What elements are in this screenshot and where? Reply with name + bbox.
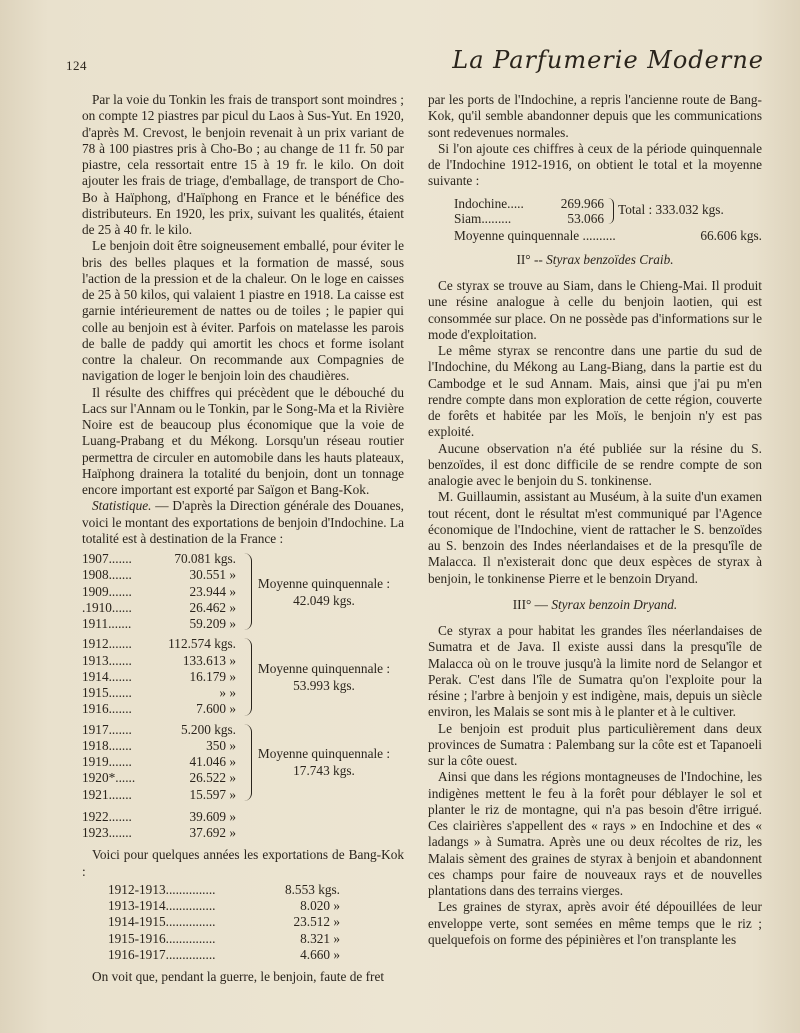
average-label: Moyenne quinquennale : xyxy=(257,660,391,676)
stat-year: 1919....... xyxy=(82,754,132,769)
heading-title: Styrax benzoin Dryand. xyxy=(551,596,678,612)
total-value: 269.966 xyxy=(560,195,604,211)
stat-row xyxy=(82,754,240,770)
bangkok-value: 8.553 kgs. xyxy=(284,881,340,897)
bangkok-table xyxy=(108,882,340,963)
paragraph: M. Guillaumin, assistant au Muséum, à la suite d'un examen tout récent, dont le résultat m'est communiqué par l'Agence économique de l'Indochine, vient de rattacher le S. benzoïdes au S. benzoin des Indes néerlandaises et de la presqu'île de Malacca. Il n'existerait donc que deux espèces de styrax à benjoin, le tonkinense Pierre et le benzoin Dryand. xyxy=(428,489,762,586)
average-value: 42.049 kgs. xyxy=(293,592,355,608)
stat-value: 15.597 » xyxy=(189,786,236,802)
stat-value: 7.600 » xyxy=(196,701,236,717)
stat-year: 1923....... xyxy=(82,825,132,840)
statistique-text: — D'après la Direction générale des Douanes, voici le montant des exportations de benjoin d'Indochine. La totalité est à destination de la France : xyxy=(82,498,404,546)
stat-row xyxy=(82,584,240,600)
total-label: Siam......... xyxy=(454,210,512,226)
average-value: 66.606 kgs. xyxy=(700,227,762,243)
stat-row xyxy=(82,685,240,701)
stat-extra-rows xyxy=(82,809,240,842)
bangkok-value: 23.512 » xyxy=(293,914,340,930)
stat-year: 1916....... xyxy=(82,701,132,717)
stat-year: .1910...... xyxy=(82,599,132,615)
average-label: Moyenne quinquennale .......... xyxy=(454,227,616,243)
stat-year: 1913....... xyxy=(82,652,132,668)
paragraph: Les graines de styrax, après avoir été dépouillées de leur enveloppe verte, sont semées en même temps que le riz ; quelquefois on forme des pépinières et l'on transplante les xyxy=(428,899,762,947)
paragraph: par les ports de l'Indochine, a repris l'ancienne route de Bang-Kok, qu'il semble abandonner depuis que les communications sont redevenues normales. xyxy=(428,92,762,140)
stat-year: 1915....... xyxy=(82,685,132,700)
paragraph: Par la voie du Tonkin les frais de transport sont moindres ; on compte 12 piastres par picul du Laos à Sus-Yut. En 1920, d'après M. Crevost, le benjoin revenait à un prix variant de 78 à 100 piastres pris à Cho-Bo ; au change de 11 fr. 50 par piastre, cela ressortait entre 15 à 19 fr. le kilo. On doit ajouter les frais de triage, d'emballage, de transport de Cho-Bo à Haïphong, d'Haïphong en France et le bénéfice des distributeurs. En 1920, les prix, suivant les qualités, étaient de 25 à 40 fr. le kilo. xyxy=(82,92,404,237)
stat-value: 133.613 » xyxy=(182,652,236,668)
section-heading-ii xyxy=(428,252,762,268)
stat-value: 39.609 » xyxy=(189,808,236,824)
bangkok-period: 1916-1917............... xyxy=(108,946,216,962)
stat-rows xyxy=(82,551,240,632)
average-value: 53.993 kgs. xyxy=(293,677,355,693)
total-value: 53.066 xyxy=(567,210,604,226)
bangkok-value: 4.660 » xyxy=(300,946,340,962)
stat-rows xyxy=(82,636,240,717)
stat-row xyxy=(82,722,240,738)
brace-icon xyxy=(242,553,252,630)
stat-value: 5.200 kgs. xyxy=(180,721,236,737)
stat-row xyxy=(82,567,240,583)
paragraph: Ce styrax a pour habitat les grandes îles néerlandaises de Sumatra et de Java. Il existe aussi dans la presqu'île de Malacca où on le trouve jusqu'à la limite nord de Selangor et Perak. C'est dans l'île de Sumatra qu'on l'exploite pour la résine ; l'arbre à benjoin y est indigène, mais, depuis un siècle environ, les Malais se sont mis à le planter et à le cultiver. xyxy=(428,623,762,720)
brace-icon xyxy=(242,724,252,801)
stat-group-3 xyxy=(82,722,404,803)
total-rows xyxy=(454,196,604,226)
heading-title: Styrax benzoïdes Craib. xyxy=(546,251,674,267)
stat-value: 41.046 » xyxy=(189,754,236,769)
stat-average xyxy=(254,575,394,609)
bangkok-row xyxy=(108,947,340,963)
stat-value: 26.462 » xyxy=(189,599,236,615)
bangkok-period: 1914-1915............... xyxy=(108,914,216,930)
average-label: Moyenne quinquennale : xyxy=(257,746,391,762)
stat-row xyxy=(82,653,240,669)
stat-year: 1912....... xyxy=(82,636,132,652)
stat-rows xyxy=(82,722,240,803)
stat-value: 37.692 » xyxy=(189,825,236,840)
left-column xyxy=(82,92,404,985)
stat-row xyxy=(82,738,240,754)
stat-value: 70.081 kgs. xyxy=(174,551,236,566)
stat-row xyxy=(82,669,240,685)
average-value: 17.743 kgs. xyxy=(293,763,355,779)
stat-row xyxy=(82,636,240,652)
paragraph: Le même styrax se rencontre dans une partie du sud de l'Indochine, du Mékong au Lang-Biang, dans la partie est du Cambodge et le sud Annam. Mais, ainsi que j'ai pu m'en rendre compte dans mon exploration de cette région, couverte de forêts et habitée par les Moïs, le benjoin n'y est pas exploité. xyxy=(428,343,762,440)
stat-year: 1909....... xyxy=(82,583,132,599)
stat-year: 1922....... xyxy=(82,808,132,824)
stat-group-1 xyxy=(82,551,404,632)
bangkok-value: 8.321 » xyxy=(300,930,340,946)
bangkok-period: 1913-1914............... xyxy=(108,898,216,913)
stat-row xyxy=(82,825,240,841)
stat-year: 1920*...... xyxy=(82,770,136,786)
paragraph: Le benjoin doit être soigneusement emballé, pour éviter le bris des belles plaques et la formation de massé, sous l'action de la pression et de la chaleur. On le loge en caisses de 25 à 50 kilos, qui valaient 1 piastre en 1918. La caisse est garnie intérieurement de nattes ou de toiles ; le papier qui colle au benjoin est à éviter. Parfois on matelasse les parois de balle de paddy qui amortit les chocs et forme isolant contre la chaleur. On recommande aux Compagnies de navigation de loger le benjoin loin des chaudières. xyxy=(82,238,404,384)
brace-icon xyxy=(606,198,614,224)
average-row xyxy=(454,228,762,244)
paragraph: Si l'on ajoute ces chiffres à ceux de la période quinquennale de l'Indochine 1912-1916, on obtient le total et la moyenne suivante : xyxy=(428,140,762,189)
stat-year: 1921....... xyxy=(82,786,132,802)
page-number: 124 xyxy=(66,58,87,73)
stat-year: 1907....... xyxy=(82,551,132,566)
bangkok-row xyxy=(108,898,340,914)
stat-value: 30.551 » xyxy=(189,567,236,583)
paragraph: Ce styrax se trouve au Siam, dans le Chieng-Mai. Il produit une résine analogue à celle du benjoin laotien, qui est consommée sur place. On ne possède pas d'informations sur le mode d'exploitation. xyxy=(428,278,762,342)
stat-row xyxy=(82,600,240,616)
paragraph: Aucune observation n'a été publiée sur la résine du S. benzoïdes, il est donc difficile de se rendre compte de son analogie avec le benjoin du S. tonkinense. xyxy=(428,440,762,488)
right-column xyxy=(428,92,762,948)
stat-average xyxy=(254,745,394,779)
stat-year: 1917....... xyxy=(82,721,132,737)
stat-row xyxy=(82,809,240,825)
average-label: Moyenne quinquennale : xyxy=(257,575,391,591)
running-head-logo: La Parfumerie Moderne xyxy=(452,46,764,74)
paragraph: Le benjoin est produit plus particulièrement dans deux provinces de Sumatra : Palembang sur la côte est et Tapanoeli sur la côte ouest. xyxy=(428,720,762,768)
total-row xyxy=(454,196,604,211)
brace-icon xyxy=(242,638,252,715)
heading-dash: -- xyxy=(530,251,547,267)
stat-row xyxy=(82,551,240,567)
total-sum: Total : 333.032 kgs. xyxy=(618,202,724,218)
heading-dash: — xyxy=(531,596,552,612)
stat-value: 26.522 » xyxy=(189,770,236,786)
paragraph: On voit que, pendant la guerre, le benjoin, faute de fret xyxy=(92,969,385,984)
stat-year: 1911....... xyxy=(82,616,132,631)
stat-year: 1918....... xyxy=(82,737,132,753)
stat-row xyxy=(82,616,240,632)
section-heading-iii xyxy=(428,597,762,613)
bangkok-row xyxy=(108,914,340,930)
stat-value: 350 » xyxy=(206,737,236,753)
heading-number: III° xyxy=(512,596,532,612)
paragraph: Ainsi que dans les régions montagneuses de l'Indochine, les indigènes mettent le feu à la forêt pour déblayer le sol et planter le riz de montagne, qui n'a pas besoin d'être irrigué. Ces clairières s'appellent des « rays » en Indochine et des « ladangs » à Sumatra. Après une ou deux récoltes de riz, les Malais sèment des graines de styrax à benjoin et abandonnent ces champs pour faire de nouveaux rays et de nouvelles plantations dans des terrains vierges. xyxy=(428,769,762,898)
bangkok-row xyxy=(108,882,340,898)
bangkok-value: 8.020 » xyxy=(300,898,340,913)
stat-value: 16.179 » xyxy=(189,668,236,684)
bangkok-period: 1915-1916............... xyxy=(108,930,216,946)
heading-number: II° xyxy=(516,251,531,267)
total-block xyxy=(454,196,762,226)
bangkok-row xyxy=(108,931,340,947)
stat-value: » » xyxy=(219,685,236,700)
stat-value: 59.209 » xyxy=(189,616,236,631)
stat-row xyxy=(82,770,240,786)
statistique-paragraph xyxy=(82,498,404,547)
total-row xyxy=(454,211,604,226)
statistique-label: Statistique. xyxy=(92,498,152,514)
paragraph: Il résulte des chiffres qui précèdent que le débouché du Lacs sur l'Annam ou le Tonkin, par le Song-Ma et la Rivière Noire est de beaucoup plus économique que la voie de Luang-Prabang et du Mékong. Lorsqu'un réseau routier permettra de circuler en automobile dans les hauts plateaux, Haïphong drainera la totalité du benjoin, dont un tonnage encore important est exporté par Saïgon et Bang-Kok. xyxy=(82,384,404,497)
stat-value: 23.944 » xyxy=(189,583,236,599)
paragraph: Voici pour quelques années les exportations de Bang-Kok : xyxy=(82,847,404,879)
stat-group-2 xyxy=(82,636,404,717)
total-label: Indochine..... xyxy=(454,195,524,211)
stat-row xyxy=(82,787,240,803)
bangkok-period: 1912-1913............... xyxy=(108,881,216,897)
stat-row xyxy=(82,701,240,717)
stat-value: 112.574 kgs. xyxy=(168,636,236,652)
stat-year: 1908....... xyxy=(82,567,132,583)
stat-average xyxy=(254,660,394,694)
stat-year: 1914....... xyxy=(82,668,132,684)
